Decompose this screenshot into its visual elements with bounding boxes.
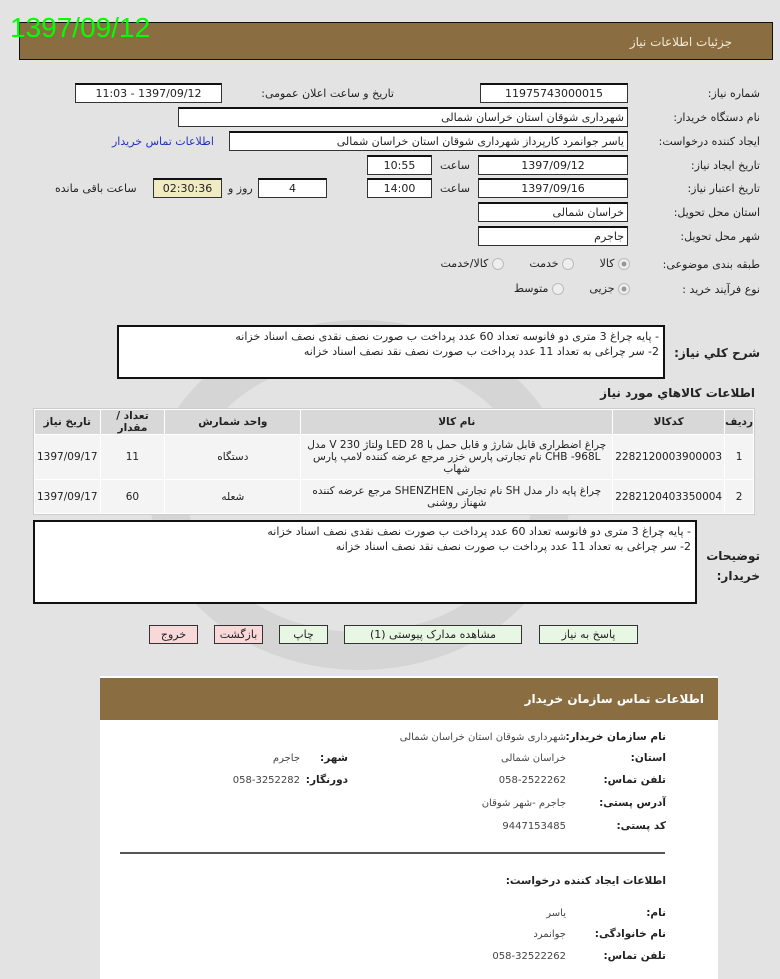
radio-goods-service[interactable]: کالا/خدمت [441,257,504,270]
address-label: آدرس پستی: [599,797,666,809]
requester-label: ایجاد کننده درخواست: [658,135,760,148]
col-code: کدکالا [613,410,725,435]
days-label: روز و [228,182,253,195]
radio-medium[interactable]: متوسط [514,282,564,295]
phone-value: 058-2522262 [498,775,566,786]
family-value: جوانمرد [533,929,566,940]
cell-qty: 11 [100,435,165,480]
notes-line: 2- سر چراغی به تعداد 11 عدد پرداخت ب صورت نصف نقد نصف اسناد خزانه [335,540,691,553]
radio-icon [492,258,504,270]
print-button[interactable]: چاپ [279,625,328,644]
back-button[interactable]: بازگشت [214,625,263,644]
phone-label: تلفن تماس: [603,774,666,786]
goods-table [33,408,755,515]
radio-icon [618,258,630,270]
description-textarea[interactable] [117,325,665,379]
cell-row: 1 [725,435,754,480]
col-name: نام کالا [301,410,613,435]
cell-code: 2282120403350004 [613,480,725,514]
description-line: 2- سر چراغی به تعداد 11 عدد پرداخت ب صورت نصف نقد نصف اسناد خزانه [303,345,659,358]
need-number-label: شماره نیاز: [707,87,760,100]
category-radio-group [419,257,631,270]
org-label: نام سازمان خریدار: [565,731,666,743]
org-value: شهرداری شوقان استان خراسان شمالی [399,732,566,743]
reply-button[interactable]: پاسخ به نیاز [539,625,638,644]
cell-unit: دستگاه [165,435,301,480]
created-time-field: 10:55 [367,155,432,175]
fax-label: دورنگار: [305,774,348,786]
description-label: شرح کلي نیاز: [674,346,760,360]
creator-phone-value: 058-32522262 [492,951,566,962]
address-value: جاجرم -شهر شوقان [481,798,566,809]
buyer-contact-link[interactable]: اطلاعات تماس خریدار [112,135,214,148]
name-value: یاسر [546,908,566,919]
exit-button[interactable]: خروج [149,625,198,644]
cell-unit: شعله [165,480,301,514]
goods-heading: اطلاعات کالاهاي مورد نیاز [600,386,755,400]
valid-time-field: 14:00 [367,178,432,198]
col-row: ردیف [725,410,754,435]
cell-name: چراغ پایه دار مدل SH نام تجارتی SHENZHEN مرجع عرضه کننده شهناز روشنی [301,480,613,514]
fax-value: 058-3252282 [232,775,300,786]
creator-heading: اطلاعات ایجاد کننده درخواست: [505,875,666,887]
cell-name: چراغ اضطراری قابل شارژ و قابل حمل با 28 LED ولتاژ 230 V مدل CHB -968L نام تجارتی پارس خزر مرجع عرضه کننده لامپ پارس شهاب [301,435,613,480]
table-row [35,435,754,480]
postal-label: کد پستی: [616,820,666,832]
category-label: طبقه بندی موضوعی: [662,258,760,271]
valid-label: تاریخ اعتبار نیاز: [687,182,760,195]
valid-date-field: 1397/09/16 [478,178,628,198]
radio-icon [618,283,630,295]
buyer-contact-panel [100,676,718,979]
col-unit: واحد شمارش [165,410,301,435]
city-field: جاجرم [478,226,628,246]
cell-code: 2282120003900003 [613,435,725,480]
buyer-label: نام دستگاه خریدار: [673,111,760,124]
province-value: خراسان شمالی [500,753,566,764]
radio-goods[interactable]: کالا [600,257,630,270]
province-label: استان محل تحویل: [673,206,760,219]
cell-date: 1397/09/17 [35,435,101,480]
requester-field: یاسر جوانمرد کارپرداز شهرداری شوقان استان خراسان شمالی [229,131,628,151]
attachments-button[interactable]: مشاهده مدارک پیوستی (1) [344,625,522,644]
radio-minor[interactable]: جزیی [589,282,630,295]
province-label: استان: [630,752,666,764]
contact-panel-title: اطلاعات تماس سازمان خریدار [100,678,718,720]
created-time-label: ساعت [440,159,470,172]
date-stamp: 1397/09/12 [10,12,151,43]
divider [120,852,665,854]
created-label: تاریخ ایجاد نیاز: [690,159,760,172]
process-radio-group [492,282,630,295]
radio-icon [562,258,574,270]
buyer-notes-textarea[interactable] [33,520,697,604]
radio-service[interactable]: خدمت [529,257,574,270]
city-label: شهر محل تحویل: [680,230,760,243]
city-value: جاجرم [272,753,300,764]
radio-icon [552,283,564,295]
buyer-notes-label: توضیحات خریدار: [706,549,760,583]
description-line: - پایه چراغ 3 متری دو فانوسه تعداد 60 عدد پرداخت ب صورت نصف نقدی نصف اسناد خزانه [235,330,659,343]
announce-label: تاریخ و ساعت اعلان عمومی: [261,87,394,100]
notes-line: - پایه چراغ 3 متری دو فانوسه تعداد 60 عدد پرداخت ب صورت نصف نقدی نصف اسناد خزانه [267,525,691,538]
name-label: نام: [646,907,666,919]
province-field: خراسان شمالی [478,202,628,222]
created-date-field: 1397/09/12 [478,155,628,175]
postal-value: 9447153485 [502,821,566,832]
cell-row: 2 [725,480,754,514]
cell-date: 1397/09/17 [35,480,101,514]
valid-time-label: ساعت [440,182,470,195]
page-header: جزئیات اطلاعات نیاز [19,22,773,60]
city-label: شهر: [320,752,348,764]
buyer-field: شهرداری شوقان استان خراسان شمالی [178,107,628,127]
col-qty: تعداد / مقدار [100,410,165,435]
process-label: نوع فرآیند خرید : [682,283,760,296]
announce-field: 1397/09/12 - 11:03 [75,83,222,103]
col-date: تاریخ نیاز [35,410,101,435]
table-row [35,480,754,514]
days-field: 4 [258,178,327,198]
remaining-time-field: 02:30:36 [153,178,222,198]
need-number-field: 11975743000015 [480,83,628,103]
creator-phone-label: تلفن تماس: [603,950,666,962]
cell-qty: 60 [100,480,165,514]
family-label: نام خانوادگی: [594,928,666,940]
remaining-label: ساعت باقی مانده [55,182,137,195]
